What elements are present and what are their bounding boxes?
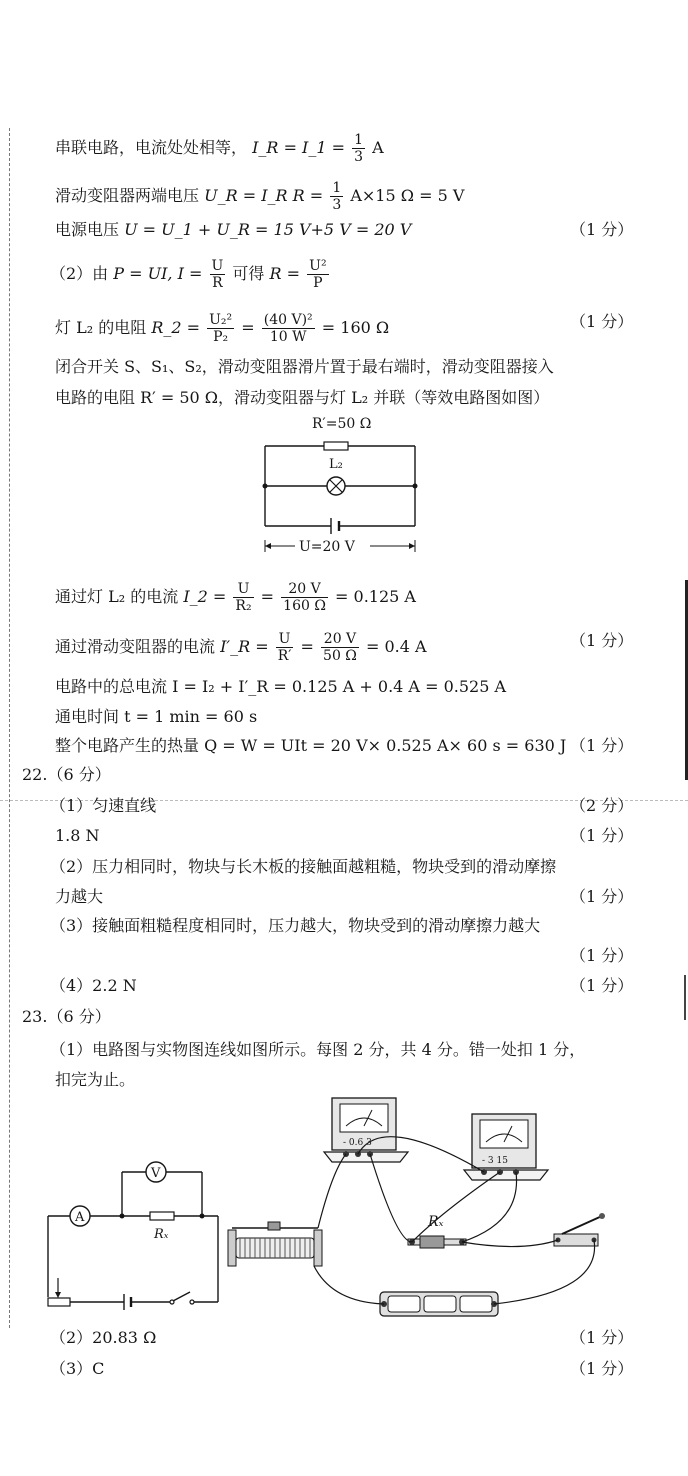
rheostat-symbol <box>48 1278 70 1306</box>
score-label: （1 分） <box>570 887 634 906</box>
voltmeter-device <box>464 1114 548 1180</box>
label-voltage: U=20 V <box>299 539 355 555</box>
line-heat: 整个电路产生的热量 Q = W = UIt = 20 V× 0.525 A× 60 s = 630 J <box>55 736 567 755</box>
fraction <box>330 180 343 213</box>
frac-num: U <box>276 631 294 648</box>
battery-symbol <box>124 1294 131 1310</box>
label-lamp: L₂ <box>329 457 343 472</box>
frac-num: 20 V <box>321 631 359 648</box>
line-derive-r <box>50 258 331 291</box>
frac-den: P₂ <box>213 329 229 345</box>
formula: R_2 = <box>151 318 201 337</box>
result: = 0.125 A <box>335 587 416 606</box>
text: 灯 L₂ 的电阻 <box>55 318 147 337</box>
formula: P = UI, I = <box>113 264 203 283</box>
ammeter-device <box>324 1098 408 1162</box>
result: = 160 Ω <box>321 318 390 337</box>
text: 通过滑动变阻器的电流 <box>55 637 216 656</box>
answer-22-1b: 1.8 N <box>55 826 100 845</box>
text: （2）由 <box>50 264 109 283</box>
ammeter-label: A <box>75 1210 85 1225</box>
formula: I_R = I_1 = <box>252 138 346 157</box>
answer-22-2a: （2）压力相同时，物块与长木板的接触面越粗糙，物块受到的滑动摩擦 <box>50 857 557 876</box>
question-23-header: 23.（6 分） <box>22 1007 111 1026</box>
answer-23-1a: （1）电路图与实物图连线如图所示。每图 2 分，共 4 分。错一处扣 1 分， <box>50 1040 586 1059</box>
resistor-rx-symbol <box>150 1212 174 1220</box>
rx-label: Rₓ <box>154 1227 169 1242</box>
answer-22-2b: 力越大 <box>55 887 104 906</box>
line-switch-text: 闭合开关 S、S₁、S₂，滑动变阻器滑片置于最右端时，滑动变阻器接入 <box>55 357 554 376</box>
rx-label: Rₓ <box>428 1214 444 1230</box>
frac-den: R <box>212 275 223 291</box>
line-parallel-text: 电路的电阻 R′ = 50 Ω，滑动变阻器与灯 L₂ 并联（等效电路图如图） <box>55 388 550 407</box>
fraction <box>207 312 234 345</box>
measurement-circuit-schematic <box>40 1160 230 1310</box>
answer-22-3: （3）接触面粗糙程度相同时，压力越大，物块受到的滑动摩擦力越大 <box>50 916 541 935</box>
physical-wiring-diagram <box>222 1092 614 1324</box>
fraction <box>281 581 328 614</box>
battery-symbol <box>331 518 339 534</box>
score-label: （1 分） <box>570 976 634 995</box>
score-label: （1 分） <box>570 631 634 650</box>
text: 串联电路，电流处处相等， <box>55 138 248 157</box>
unit: A <box>372 138 384 157</box>
line-lamp-resistance: 灯 L₂ 的电阻 R_2 = $\frac{\text{U₂²}}{\text{P₂}}$ = $\frac{\text{(40 V)²}}{10 W}$ = 160 Ω <box>55 312 390 345</box>
answer-23-1b: 扣完为止。 <box>55 1070 136 1089</box>
score-label: （2 分） <box>570 796 634 815</box>
score-label: （1 分） <box>570 220 634 239</box>
frac-den: 3 <box>354 149 364 165</box>
frac-den: R₂ <box>235 598 252 614</box>
frac-den: R′ <box>277 648 292 664</box>
fraction <box>276 631 294 664</box>
text: 滑动变阻器两端电压 <box>55 186 200 205</box>
frac-num: 20 V <box>281 581 328 598</box>
line-rheostat-voltage <box>55 180 464 213</box>
formula: I_2 = <box>183 587 227 606</box>
binding-dashed-line <box>9 128 10 1328</box>
line-lamp-current: 通过灯 L₂ 的电流 I_2 = $\frac{U}{\text{R₂}}$ = $\frac{20 V}{160 \Omega}$ = 0.125 A <box>55 581 416 614</box>
formula: U_R = I_R R = <box>204 186 324 205</box>
text: 电源电压 <box>55 220 120 239</box>
equivalent-circuit-diagram <box>250 410 430 560</box>
frac-den: 50 Ω <box>323 648 357 664</box>
formula-rest: A×15 Ω = 5 V <box>350 186 465 205</box>
frac-num: U <box>211 258 224 274</box>
formula: R = <box>269 264 301 283</box>
line-source-voltage <box>55 220 411 240</box>
battery-pack-device <box>380 1292 498 1316</box>
score-label: （1 分） <box>570 826 634 845</box>
fraction <box>321 631 359 664</box>
voltmeter-terminals-label: - 3 15 <box>482 1156 508 1166</box>
formula: U = U_1 + U_R = 15 V+5 V = 20 V <box>124 220 412 239</box>
scan-edge-mark-small <box>684 975 686 1020</box>
frac-num: (40 V)² <box>263 312 313 328</box>
result: = 0.4 A <box>366 637 427 656</box>
voltmeter-symbol <box>146 1162 166 1182</box>
formula: I′_R = <box>220 637 269 656</box>
answer-22-1: （1）匀速直线 <box>50 796 157 815</box>
text: 可得 <box>232 264 265 283</box>
frac-den: P <box>313 275 323 291</box>
line-series-current <box>55 132 384 165</box>
line-total-current: 电路中的总电流 I = I₂ + I′_R = 0.125 A + 0.4 A = 0.525 A <box>55 677 507 696</box>
rheostat-device <box>228 1222 322 1266</box>
fraction <box>352 132 365 165</box>
fraction <box>233 581 253 614</box>
frac-num: U₂² <box>209 312 233 328</box>
frac-num: U² <box>309 258 327 274</box>
voltmeter-label: V <box>151 1166 161 1181</box>
frac-num: 1 <box>354 132 364 148</box>
frac-num: U <box>233 581 253 598</box>
answer-23-2: （2）20.83 Ω <box>50 1328 157 1347</box>
line-rheostat-current: 通过滑动变阻器的电流 I′_R = $\frac{U}{R'}$ = $\frac{20 V}{50 \Omega}$ = 0.4 A <box>55 631 427 664</box>
fraction <box>307 258 328 291</box>
frac-num: 1 <box>332 180 342 196</box>
score-label: （1 分） <box>570 946 634 965</box>
frac-den: 160 Ω <box>283 598 326 614</box>
answer-22-4: （4）2.2 N <box>50 976 137 995</box>
fraction <box>262 312 315 345</box>
resistor-symbol <box>324 442 348 450</box>
ammeter-symbol <box>70 1206 90 1226</box>
score-label: （1 分） <box>570 312 634 331</box>
frac-den: 3 <box>332 197 342 213</box>
score-label: （1 分） <box>570 1328 634 1347</box>
switch-symbol <box>170 1292 194 1304</box>
score-label: （1 分） <box>570 1359 634 1378</box>
score-label: （1 分） <box>570 736 634 755</box>
line-time: 通电时间 t = 1 min = 60 s <box>55 707 258 726</box>
fraction <box>210 258 226 291</box>
answer-23-3: （3）C <box>50 1359 105 1378</box>
switch-device <box>554 1213 605 1246</box>
frac-den: 10 W <box>269 329 307 345</box>
text: 通过灯 L₂ 的电流 <box>55 587 179 606</box>
label-resistor: R′=50 Ω <box>312 416 372 432</box>
question-22-header: 22.（6 分） <box>22 765 111 784</box>
lamp-symbol <box>327 477 345 495</box>
ammeter-terminals-label: - 0.6 3 <box>343 1138 372 1148</box>
